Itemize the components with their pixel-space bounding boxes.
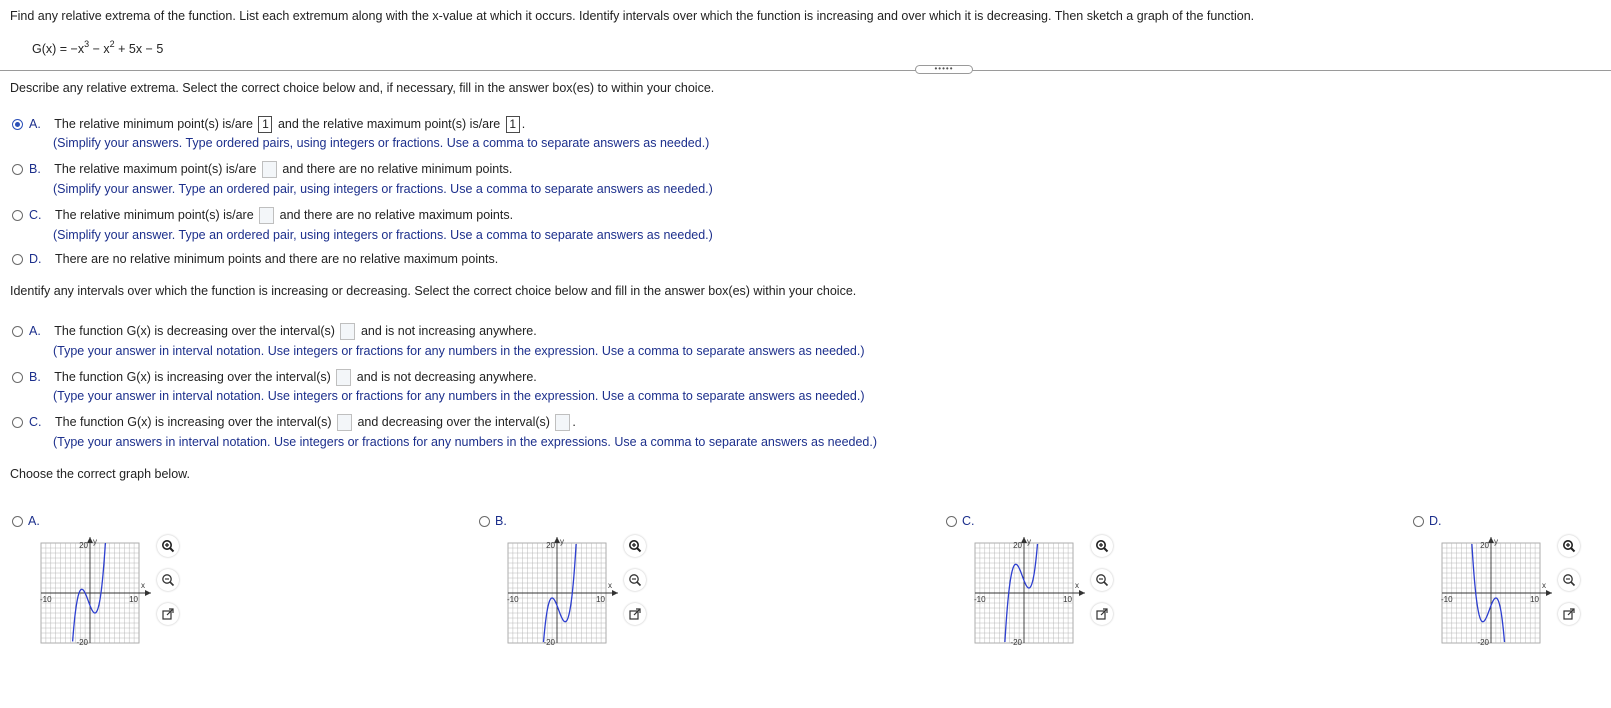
x-right-label: 10 — [129, 595, 138, 604]
answer-box[interactable] — [259, 207, 274, 224]
function-expression — [32, 39, 164, 56]
y-top-label: 20 — [79, 541, 88, 550]
radio[interactable] — [12, 164, 23, 175]
zoom-out-icon[interactable] — [624, 569, 646, 591]
zoom-out-icon[interactable] — [157, 569, 179, 591]
radio[interactable] — [946, 516, 957, 527]
part1-choice-a-hint: (Simplify your answers. Type ordered pairs, using integers or fractions. Use a comma to separate answers as needed.) — [53, 136, 710, 150]
choice-text: The function G(x) is increasing over the interval(s) — [54, 414, 332, 429]
choice-text: The function G(x) is decreasing over the interval(s) — [54, 323, 335, 338]
choice-letter: A. — [29, 116, 41, 131]
y-top-label: 20 — [546, 541, 555, 550]
y-axis-label: y — [560, 537, 564, 546]
choice-letter: C. — [962, 514, 975, 528]
choice-text: and decreasing over the interval(s) — [357, 414, 550, 429]
y-axis-label: y — [1027, 537, 1031, 546]
y-bottom-label: -20 — [543, 638, 555, 647]
y-axis-label: y — [1494, 537, 1498, 546]
y-top-label: 20 — [1013, 541, 1022, 550]
choice-period: . — [572, 414, 576, 429]
popout-icon[interactable] — [624, 603, 646, 625]
choice-letter: B. — [29, 161, 41, 176]
y-axis-label: y — [93, 537, 97, 546]
radio[interactable] — [479, 516, 490, 527]
y-bottom-label: -20 — [1010, 638, 1022, 647]
graph-choice-d[interactable] — [1413, 514, 1442, 528]
zoom-in-icon[interactable] — [157, 535, 179, 557]
y-bottom-label: -20 — [1477, 638, 1489, 647]
choice-text: and is not increasing anywhere. — [360, 323, 537, 338]
answer-box[interactable] — [336, 369, 351, 386]
x-axis-label: x — [1075, 581, 1079, 590]
x-axis-arrow — [145, 590, 151, 596]
part1-choice-d[interactable] — [12, 252, 498, 266]
popout-icon[interactable] — [1091, 603, 1113, 625]
x-axis-label: x — [608, 581, 612, 590]
x-left-label: -10 — [507, 595, 519, 604]
x-axis-arrow — [612, 590, 618, 596]
radio[interactable] — [12, 417, 23, 428]
radio[interactable] — [12, 516, 23, 527]
answer-box-decreasing[interactable] — [555, 414, 570, 431]
answer-box-min[interactable]: 1 — [258, 116, 272, 133]
choice-text: and is not decreasing anywhere. — [356, 369, 537, 384]
x-axis-arrow — [1079, 590, 1085, 596]
choice-letter: A. — [29, 323, 41, 338]
section-divider — [0, 70, 1611, 71]
graph-choice-c[interactable] — [946, 514, 975, 528]
choice-letter: D. — [1429, 514, 1442, 528]
part2-choice-b-hint: (Type your answer in interval notation. Use integers or fractions for any numbers in the expression. Use a comma to separate answers as needed.) — [53, 389, 865, 403]
resize-handle[interactable]: ••••• — [915, 65, 973, 74]
part1-choice-b[interactable] — [12, 161, 512, 178]
graph-choice-a[interactable] — [12, 514, 40, 528]
choice-text: There are no relative minimum points and there are no relative maximum points. — [54, 252, 499, 266]
choice-text: The relative minimum point(s) is/are — [54, 116, 253, 131]
part1-choice-a[interactable] — [12, 116, 525, 133]
part2-choice-c-hint: (Type your answers in interval notation. Use integers or fractions for any numbers in the expressions. Use a comma to separate answers as needed.) — [53, 435, 878, 449]
graph-b — [507, 537, 623, 647]
answer-box[interactable] — [340, 323, 355, 340]
choice-letter: B. — [29, 369, 41, 384]
choice-letter: B. — [495, 514, 507, 528]
func-exp2: 2 — [109, 39, 115, 49]
part2-choice-c[interactable] — [12, 414, 576, 431]
part2-choice-a[interactable] — [12, 323, 537, 340]
part1-choice-b-hint: (Simplify your answer. Type an ordered pair, using integers or fractions. Use a comma to separate answers as needed.) — [53, 182, 713, 196]
graph-c — [974, 537, 1090, 647]
func-lhs: G(x) = −x — [32, 42, 85, 56]
x-right-label: 10 — [1530, 595, 1539, 604]
y-top-label: 20 — [1480, 541, 1489, 550]
answer-box-max[interactable]: 1 — [506, 116, 520, 133]
choice-letter: C. — [29, 414, 42, 429]
choice-text: The relative maximum point(s) is/are — [54, 161, 257, 176]
choice-letter: D. — [29, 252, 42, 266]
zoom-in-icon[interactable] — [1558, 535, 1580, 557]
radio[interactable] — [12, 254, 23, 265]
choice-text: and there are no relative maximum points. — [279, 207, 514, 222]
choice-letter: C. — [29, 207, 42, 222]
radio[interactable] — [12, 326, 23, 337]
radio[interactable] — [12, 210, 23, 221]
x-right-label: 10 — [596, 595, 605, 604]
part3-prompt: Choose the correct graph below. — [10, 467, 190, 481]
choice-text: The function G(x) is increasing over the interval(s) — [54, 369, 331, 384]
radio[interactable] — [1413, 516, 1424, 527]
x-right-label: 10 — [1063, 595, 1072, 604]
x-axis-arrow — [1546, 590, 1552, 596]
x-axis-label: x — [141, 581, 145, 590]
zoom-in-icon[interactable] — [1091, 535, 1113, 557]
graph-choice-b[interactable] — [479, 514, 507, 528]
graph-a — [40, 537, 156, 647]
radio-selected[interactable] — [12, 119, 23, 130]
zoom-in-icon[interactable] — [624, 535, 646, 557]
question-instruction: Find any relative extrema of the function. List each extremum along with the x-value at which it occurs. Identify intervals over which the function is increasing and over which it is decreasing. Then sketch a graph of the function. — [10, 9, 1255, 23]
func-exp1: 3 — [84, 39, 90, 49]
choice-period: . — [521, 116, 526, 131]
zoom-out-icon[interactable] — [1558, 569, 1580, 591]
func-mid: − x — [89, 42, 110, 56]
part2-choice-b[interactable] — [12, 369, 537, 386]
choice-text: and there are no relative minimum points. — [282, 161, 513, 176]
choice-text: and the relative maximum point(s) is/are — [277, 116, 501, 131]
choice-text: The relative minimum point(s) is/are — [54, 207, 254, 222]
func-rhs: + 5x − 5 — [114, 42, 164, 56]
part2-prompt: Identify any intervals over which the function is increasing or decreasing. Select the correct choice below and fill in the answer box(es) within your choice. — [10, 284, 857, 298]
popout-icon[interactable] — [157, 603, 179, 625]
y-bottom-label: -20 — [76, 638, 88, 647]
answer-box[interactable] — [262, 161, 277, 178]
x-left-label: -10 — [1441, 595, 1453, 604]
zoom-out-icon[interactable] — [1091, 569, 1113, 591]
answer-box-increasing[interactable] — [337, 414, 352, 431]
x-axis-label: x — [1542, 581, 1546, 590]
radio[interactable] — [12, 372, 23, 383]
x-left-label: -10 — [40, 595, 52, 604]
choice-letter: A. — [28, 514, 40, 528]
popout-icon[interactable] — [1558, 603, 1580, 625]
x-left-label: -10 — [974, 595, 986, 604]
part1-choice-c-hint: (Simplify your answer. Type an ordered pair, using integers or fractions. Use a comma to separate answers as needed.) — [53, 228, 713, 242]
part1-choice-c[interactable] — [12, 207, 513, 224]
graph-d — [1441, 537, 1557, 647]
part2-choice-a-hint: (Type your answer in interval notation. Use integers or fractions for any numbers in the expression. Use a comma to separate answers as needed.) — [53, 344, 865, 358]
part1-prompt: Describe any relative extrema. Select the correct choice below and, if necessary, fill in the answer box(es) to within your choice. — [10, 81, 715, 95]
